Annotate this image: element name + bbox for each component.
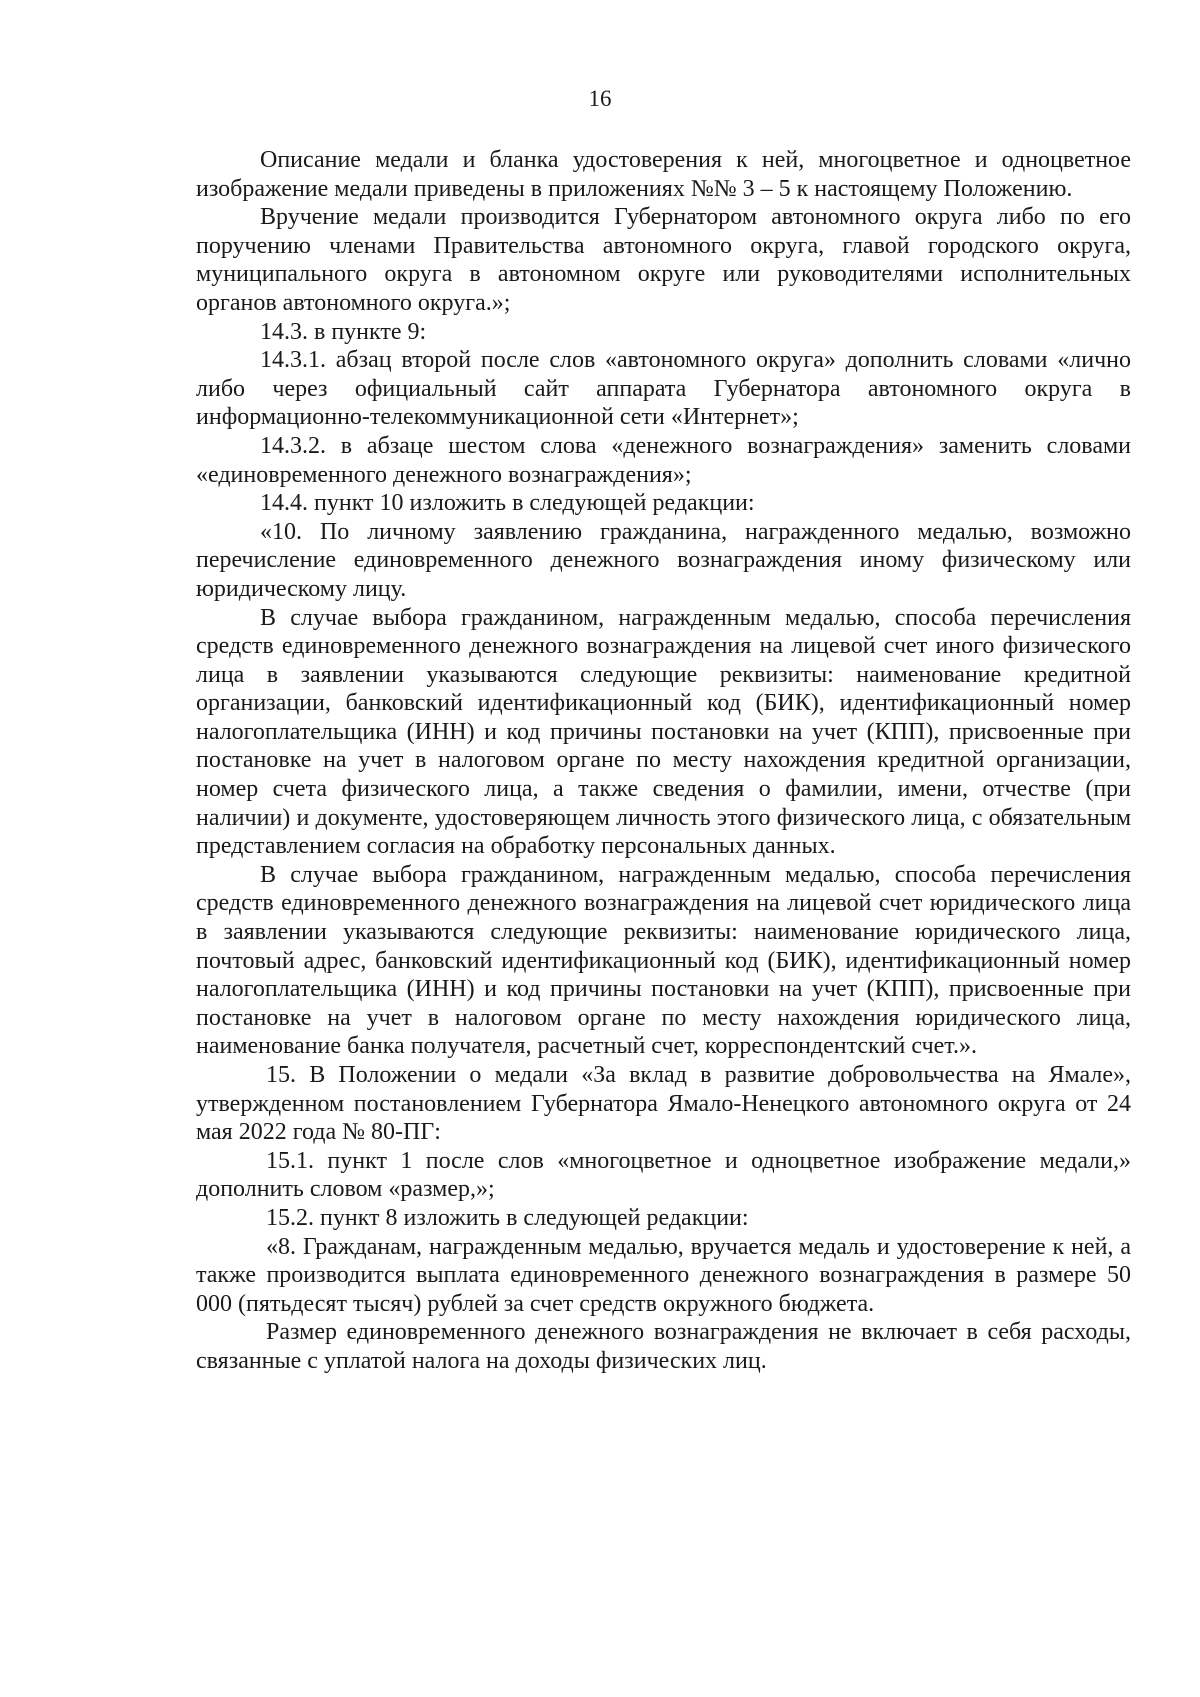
document-body: [196, 146, 1131, 1376]
paragraph-individual-account: В случае выбора гражданином, награжденным медалью, способа перечисления средств единовременного денежного вознаграждения на лицевой счет иного физического лица в заявлении указываются следующие реквизиты: наименование кредитной организации, банковский идентификационный код (БИК), идентификационный номер налогоплательщика (ИНН) и код причины постановки на учет (КПП), присвоенные при постановке на учет в налоговом органе по месту нахождения кредитной организации, номер счета физического лица, а также сведения о фамилии, имени, отчестве (при наличии) и документе, удостоверяющем личность этого физического лица, с обязательным представлением согласия на обработку персональных данных.: [196, 604, 1131, 860]
paragraph-legal-entity-account: В случае выбора гражданином, награжденным медалью, способа перечисления средств единовременного денежного вознаграждения на лицевой счет юридического лица в заявлении указываются следующие реквизиты: наименование юридического лица, почтовый адрес, банковский идентификационный код (БИК), идентификационный номер налогоплательщика (ИНН) и код причины постановки на учет (КПП), присвоенные при постановке на учет в налоговом органе по месту нахождения юридического лица, наименование банка получателя, расчетный счет, корреспондентский счет.».: [196, 861, 1131, 1060]
paragraph-14-3-1: 14.3.1. абзац второй после слов «автономного округа» дополнить словами «лично либо через официальный сайт аппарата Губернатора автономного округа в информационно-телекоммуникационной сети «Интернет»;: [196, 347, 1131, 431]
paragraph-15-1: 15.1. пункт 1 после слов «многоцветное и одноцветное изображение медали,» дополнить словом «размер,»;: [196, 1147, 1131, 1203]
paragraph-medal-description: Описание медали и бланка удостоверения к ней, многоцветное и одноцветное изображение медали приведены в приложениях №№ 3 – 5 к настоящему Положению.: [196, 147, 1131, 202]
paragraph-item-8: «8. Гражданам, награжденным медалью, вручается медаль и удостоверение к ней, а также производится выплата единовременного денежного вознаграждения в размере 50 000 (пятьдесят тысяч) рублей за счет средств окружного бюджета.: [196, 1233, 1131, 1317]
page-number: 16: [588, 86, 612, 111]
paragraph-medal-presentation: Вручение медали производится Губернатором автономного округа либо по его поручению членами Правительства автономного округа, главой городского округа, муниципального округа в автономном округе или руководителями исполнительных органов автономного округа.»;: [196, 204, 1131, 316]
paragraph-15-2: 15.2. пункт 8 изложить в следующей редакции:: [266, 1204, 749, 1231]
paragraph-15: 15. В Положении о медали «За вклад в развитие добровольчества на Ямале», утвержденном постановлением Губернатора Ямало-Ненецкого автономного округа от 24 мая 2022 года № 80-ПГ:: [196, 1062, 1131, 1146]
paragraph-14-4: 14.4. пункт 10 изложить в следующей редакции:: [260, 490, 755, 517]
paragraph-tax-note: Размер единовременного денежного вознаграждения не включает в себя расходы, связанные с уплатой налога на доходы физических лиц.: [196, 1319, 1131, 1374]
paragraph-item-10: «10. По личному заявлению гражданина, награжденного медалью, возможно перечисление единовременного денежного вознаграждения иному физическому или юридическому лицу.: [196, 518, 1131, 602]
paragraph-14-3: 14.3. в пункте 9:: [260, 318, 427, 345]
paragraph-14-3-2: 14.3.2. в абзаце шестом слова «денежного вознаграждения» заменить словами «единовременного денежного вознаграждения»;: [196, 432, 1131, 488]
